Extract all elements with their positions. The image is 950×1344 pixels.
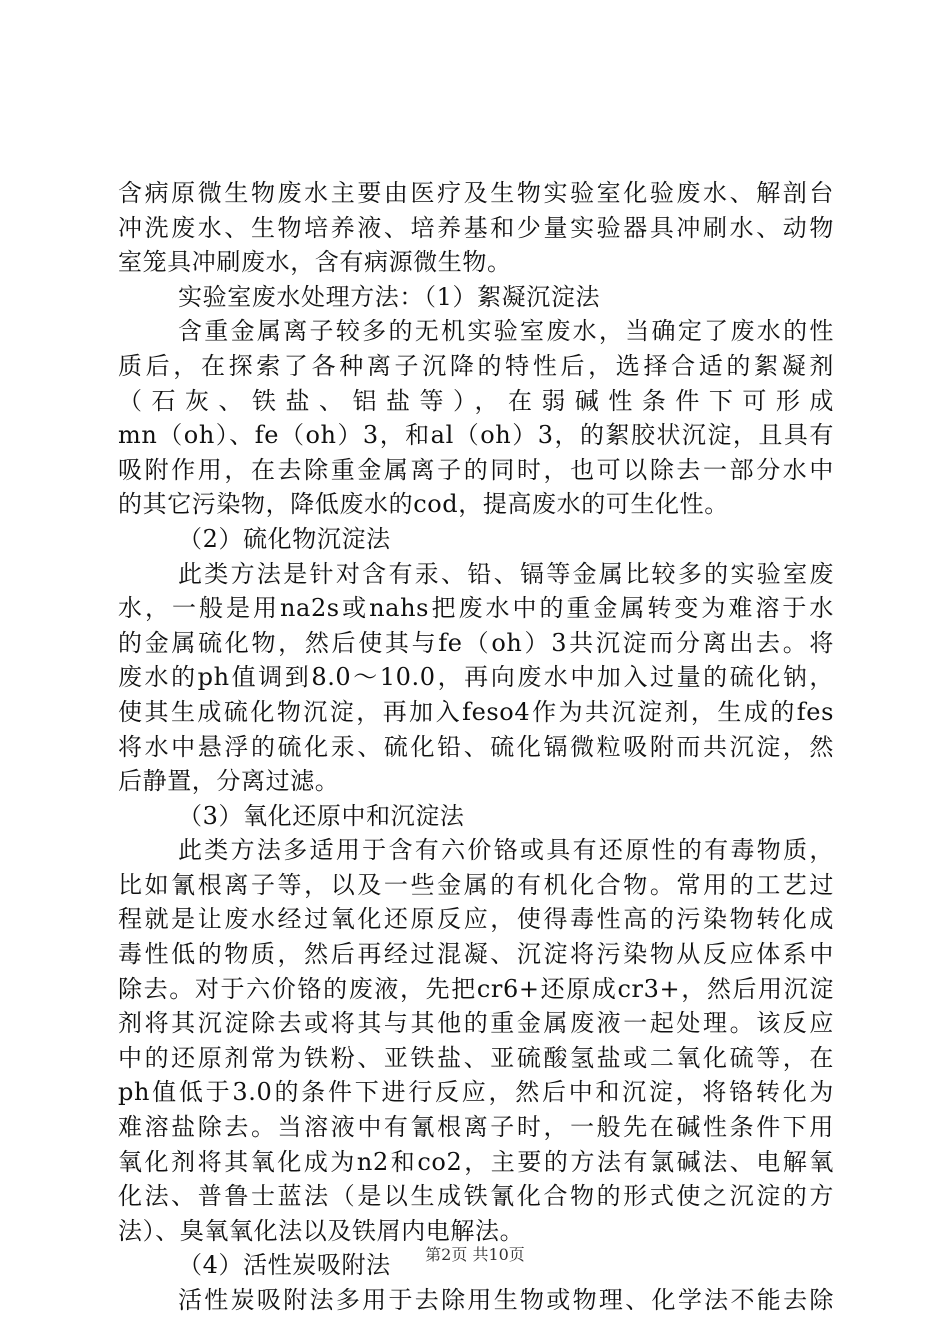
- text-line: 此类方法是针对含有汞、铅、镉等金属比较多的实验室废: [178, 559, 834, 588]
- document-body: [118, 176, 834, 1318]
- text-line: 水，一般是用na2s或nahs把废水中的重金属转变为难溶于水: [118, 594, 834, 623]
- section-heading: （3）氧化还原中和沉淀法: [178, 801, 465, 830]
- text-line: 程就是让废水经过氧化还原反应，使得毒性高的污染物转化成: [118, 905, 834, 934]
- text-line: 含重金属离子较多的无机实验室废水，当确定了废水的性: [178, 317, 834, 346]
- text-line: 剂将其沉淀除去或将其与其他的重金属废液一起处理。该反应: [118, 1009, 834, 1038]
- text-line: 的金属硫化物，然后使其与fe（oh）3共沉淀而分离出去。将: [118, 628, 834, 657]
- page-number-footer: 第2页 共10页: [425, 1245, 525, 1264]
- text-line: 室笼具冲刷废水，含有病源微生物。: [118, 248, 512, 277]
- text-line: 冲洗废水、生物培养液、培养基和少量实验器具冲刷水、动物: [118, 213, 834, 242]
- text-line: 将水中悬浮的硫化汞、硫化铅、硫化镉微粒吸附而共沉淀，然: [118, 732, 834, 761]
- text-line: 吸附作用，在去除重金属离子的同时，也可以除去一部分水中: [118, 455, 834, 484]
- text-line: 质后，在探索了各种离子沉降的特性后，选择合适的絮凝剂: [118, 351, 834, 380]
- text-line: 比如氰根离子等，以及一些金属的有机化合物。常用的工艺过: [118, 870, 834, 899]
- text-line: 难溶盐除去。当溶液中有氰根离子时，一般先在碱性条件下用: [118, 1113, 834, 1142]
- text-line: 使其生成硫化物沉淀，再加入feso4作为共沉淀剂，生成的fes: [118, 697, 834, 726]
- text-line: 法）、臭氧氧化法以及铁屑内电解法。: [118, 1216, 525, 1245]
- text-line: （石灰、铁盐、铝盐等），在弱碱性条件下可形成: [118, 386, 834, 415]
- text-line: mn（oh）、fe（oh）3，和al（oh）3，的絮胶状沉淀，且具有: [118, 421, 834, 450]
- text-line: 中的还原剂常为铁粉、亚铁盐、亚硫酸氢盐或二氧化硫等，在: [118, 1043, 834, 1072]
- section-heading: （2）硫化物沉淀法: [178, 524, 391, 553]
- text-line: 氧化剂将其氧化成为n2和co2，主要的方法有氯碱法、电解氧: [118, 1147, 834, 1176]
- text-line: ph值低于3.0的条件下进行反应，然后中和沉淀，将铬转化为: [118, 1078, 834, 1107]
- section-heading: 实验室废水处理方法：（1）絮凝沉淀法: [178, 282, 601, 311]
- text-line: 此类方法多适用于含有六价铬或具有还原性的有毒物质，: [178, 836, 834, 865]
- text-line: 废水的ph值调到8.0～10.0，再向废水中加入过量的硫化钠，: [118, 663, 834, 692]
- text-line: 后静置，分离过滤。: [118, 767, 340, 796]
- section-heading: （4）活性炭吸附法: [178, 1251, 391, 1280]
- text-line: 除去。对于六价铬的废液，先把cr6+还原成cr3+，然后用沉淀: [118, 974, 834, 1003]
- text-line: 化法、普鲁士蓝法（是以生成铁氰化合物的形式使之沉淀的方: [118, 1182, 834, 1211]
- text-line: 含病原微生物废水主要由医疗及生物实验室化验废水、解剖台: [118, 179, 834, 207]
- text-line: 活性炭吸附法多用于去除用生物或物理、化学法不能去除: [178, 1286, 834, 1314]
- text-line: 毒性低的物质，然后再经过混凝、沉淀将污染物从反应体系中: [118, 940, 834, 969]
- text-line: 的其它污染物，降低废水的cod，提高废水的可生化性。: [118, 490, 729, 519]
